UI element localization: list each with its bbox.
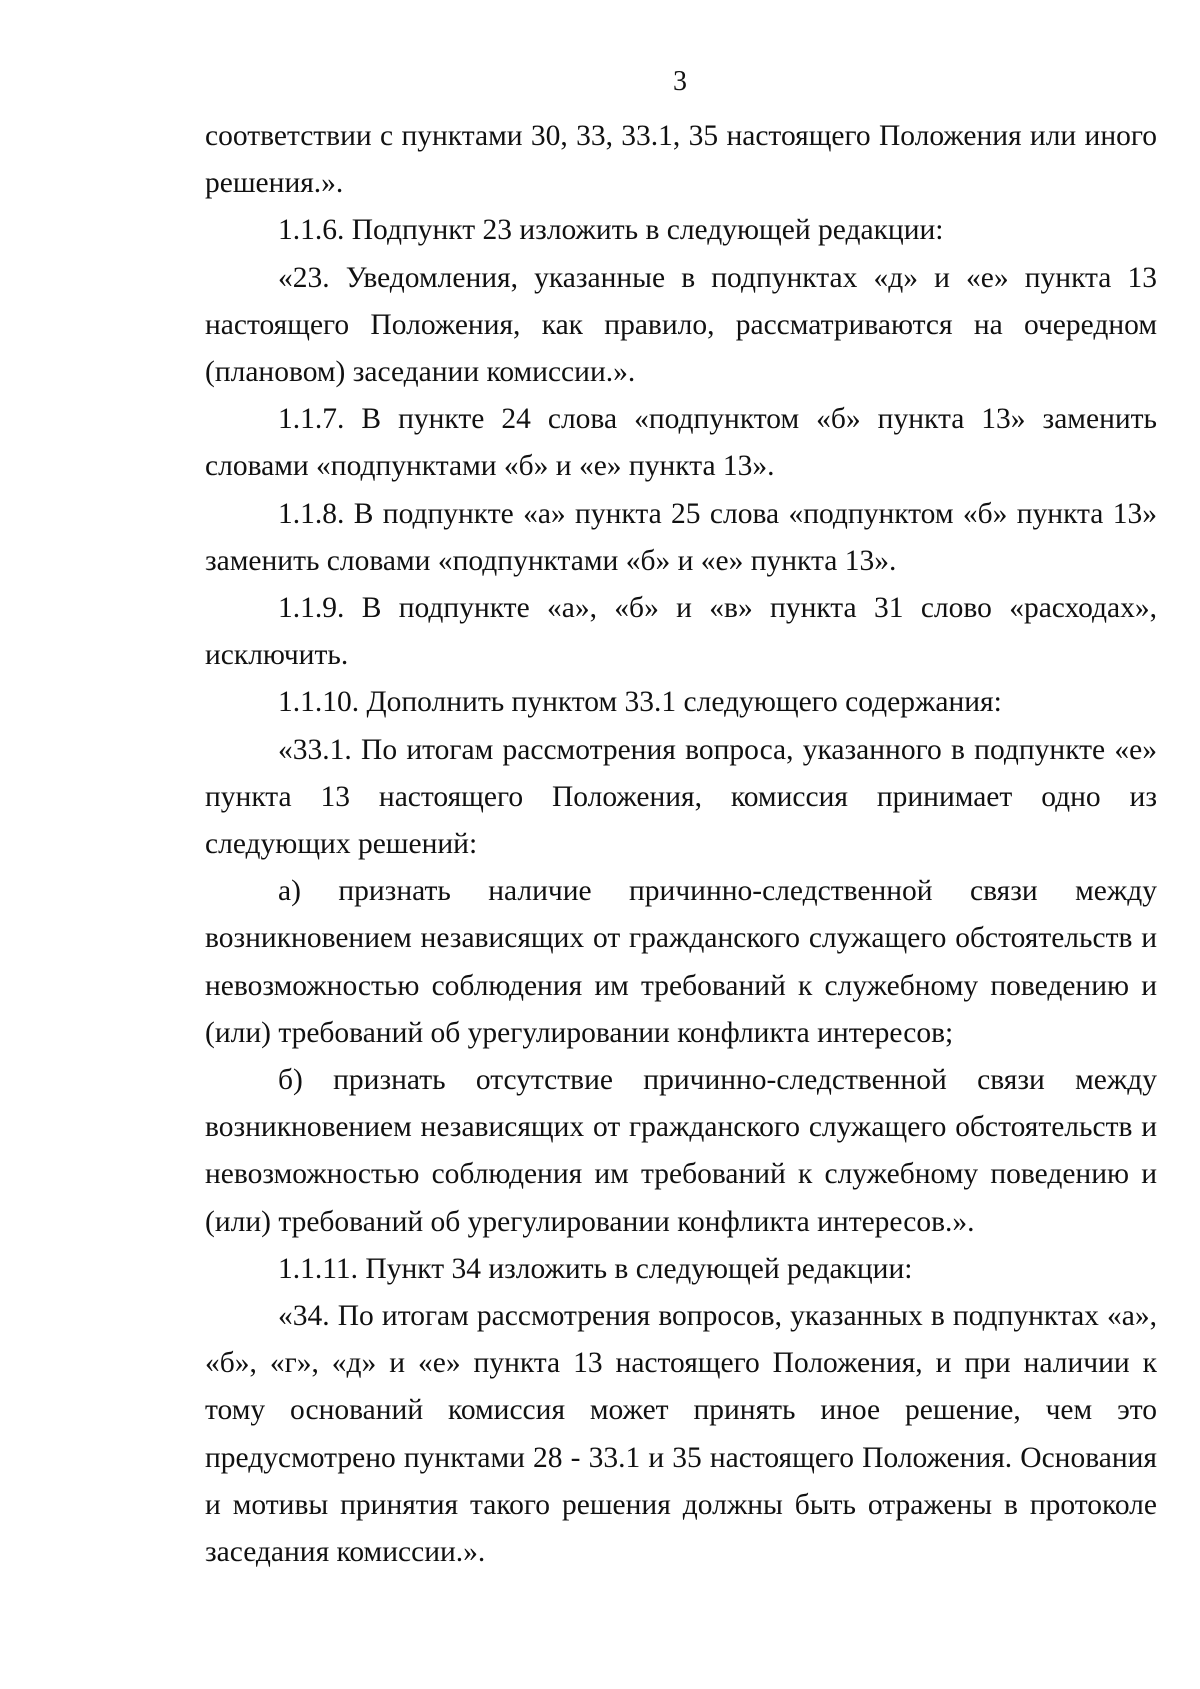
paragraph: 1.1.8. В подпункте «а» пункта 25 слова «подпунктом «б» пункта 13» заменить словами «подпунктами «б» и «е» пункта 13». (205, 497, 1157, 577)
paragraph: «33.1. По итогам рассмотрения вопроса, указанного в подпункте «е» пункта 13 настоящего Положения, комиссия принимает одно из следующих решений: (205, 733, 1157, 861)
document-body (205, 113, 1157, 1576)
paragraph: соответствии с пунктами 30, 33, 33.1, 35 настоящего Положения или иного решения.». (205, 120, 1157, 200)
paragraph: 1.1.9. В подпункте «а», «б» и «в» пункта 31 слово «расходах», исключить. (205, 592, 1157, 672)
page-number: 3 (673, 66, 687, 97)
paragraph: «34. По итогам рассмотрения вопросов, указанных в подпунктах «а», «б», «г», «д» и «е» пункта 13 настоящего Положения, и при наличии к тому оснований комиссия может принять иное решение, чем это предусмотрено пунктами 28 - 33.1 и 35 настоящего Положения. Основания и мотивы принятия такого решения должны быть отражены в протоколе заседания комиссии.». (205, 1300, 1157, 1569)
paragraph: 1.1.7. В пункте 24 слова «подпунктом «б» пункта 13» заменить словами «подпунктами «б» и «е» пункта 13». (205, 403, 1157, 483)
paragraph: а) признать наличие причинно-следственной связи между возникновением независящих от гражданского служащего обстоятельств и невозможностью соблюдения им требований к служебному поведению и (или) требований об урегулировании конфликта интересов; (205, 875, 1157, 1049)
paragraph: «23. Уведомления, указанные в подпунктах «д» и «е» пункта 13 настоящего Положения, как правило, рассматриваются на очередном (плановом) заседании комиссии.». (205, 261, 1157, 389)
paragraph: 1.1.10. Дополнить пунктом 33.1 следующего содержания: (278, 686, 1002, 719)
paragraph: 1.1.6. Подпункт 23 изложить в следующей редакции: (278, 214, 944, 247)
paragraph: б) признать отсутствие причинно-следственной связи между возникновением независящих от гражданского служащего обстоятельств и невозможностью соблюдения им требований к служебному поведению и (или) требований об урегулировании конфликта интересов.». (205, 1064, 1157, 1238)
paragraph: 1.1.11. Пункт 34 изложить в следующей редакции: (278, 1252, 913, 1285)
